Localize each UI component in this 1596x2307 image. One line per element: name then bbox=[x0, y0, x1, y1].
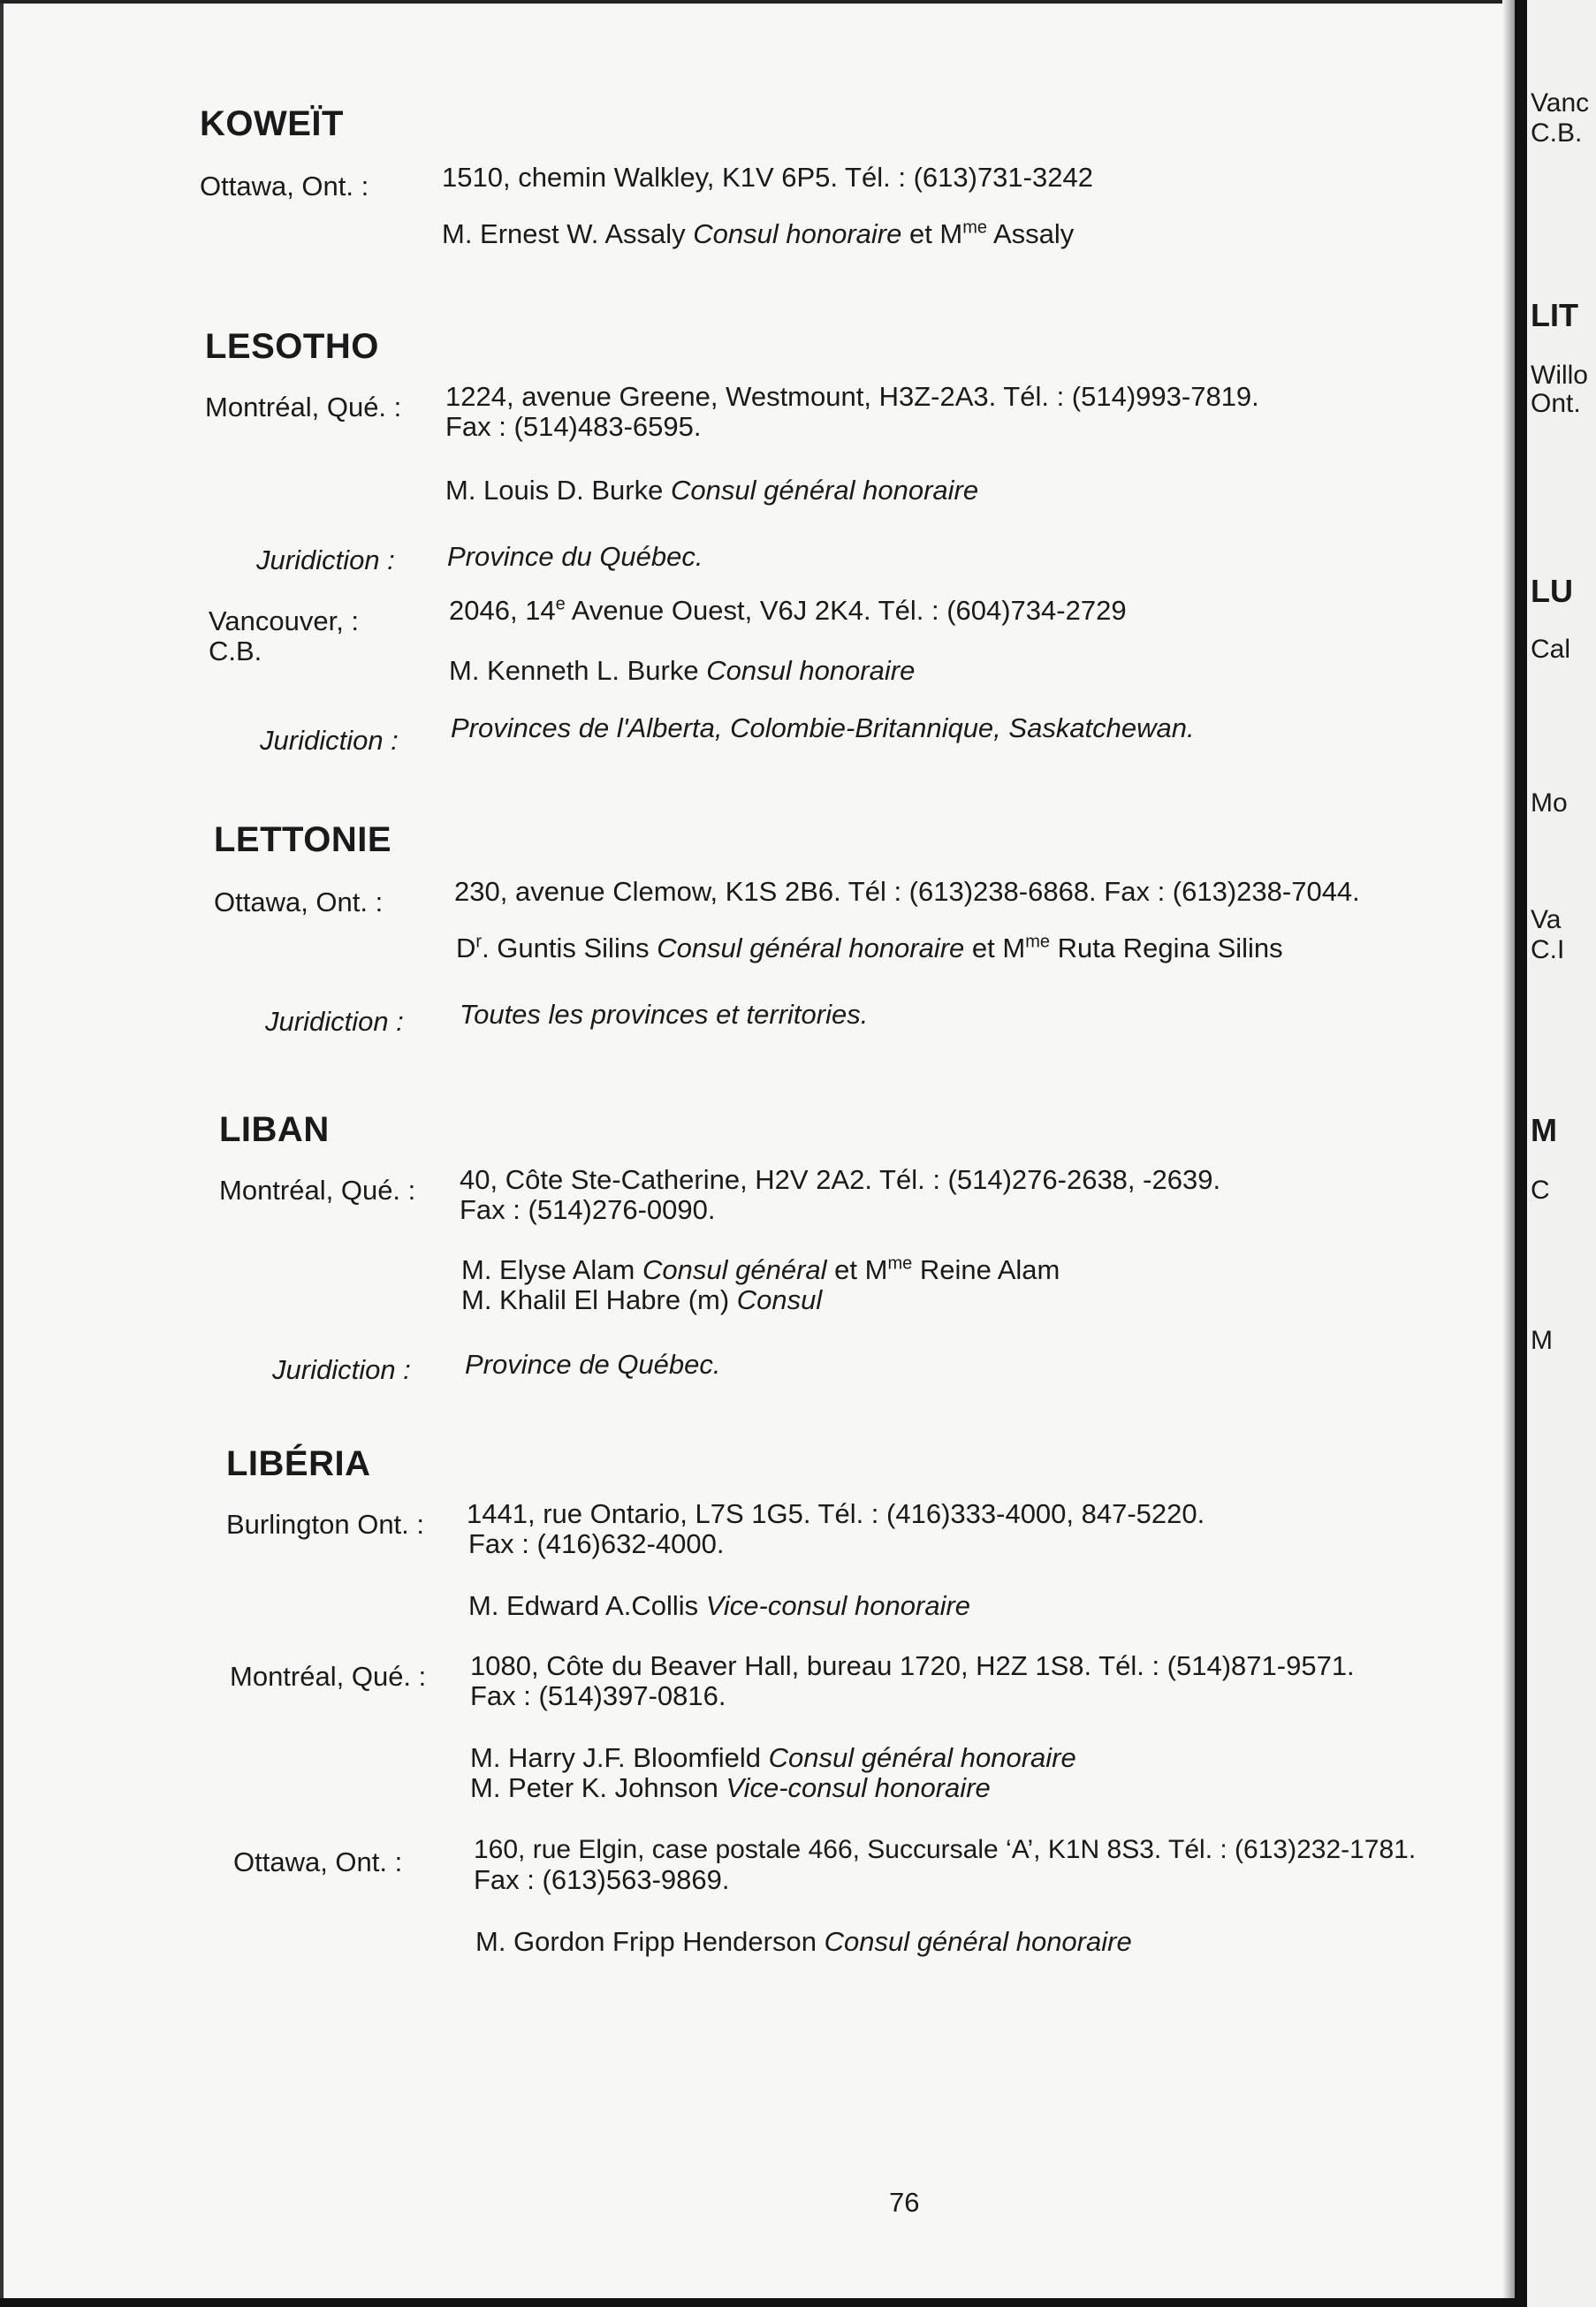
facing-page-fragment: LU bbox=[1531, 573, 1573, 609]
official-line: M. Peter K. Johnson Vice-consul honoraire bbox=[470, 1772, 991, 1803]
scan-edge-left bbox=[0, 0, 4, 2307]
official-line: M. Edward A.Collis Vice-consul honoraire bbox=[468, 1590, 971, 1621]
jurisdiction-label: Juridiction : bbox=[272, 1354, 411, 1385]
city-label: Montréal, Qué. : bbox=[205, 392, 402, 423]
city-label: Montréal, Qué. : bbox=[219, 1175, 416, 1206]
country-heading: LIBAN bbox=[219, 1110, 330, 1149]
page-binding-edge bbox=[1515, 0, 1527, 2307]
facing-page-fragment: Ont. bbox=[1531, 389, 1581, 418]
jurisdiction-value: Province de Québec. bbox=[465, 1349, 721, 1380]
city-label-line2: C.B. bbox=[209, 636, 262, 666]
jurisdiction-label: Juridiction : bbox=[256, 544, 395, 575]
country-heading: LIBÉRIA bbox=[226, 1444, 371, 1483]
jurisdiction-value: Toutes les provinces et territories. bbox=[460, 999, 869, 1030]
facing-page-fragment: Cal bbox=[1531, 635, 1571, 664]
jurisdiction-value: Provinces de l'Alberta, Colombie-Britannique, Saskatchewan. bbox=[451, 712, 1195, 743]
jurisdiction-label: Juridiction : bbox=[260, 725, 399, 756]
country-heading: LETTONIE bbox=[214, 820, 392, 859]
address-line: 160, rue Elgin, case postale 466, Succursale ‘A’, K1N 8S3. Tél. : (613)232-1781. bbox=[474, 1835, 1417, 1864]
address-line: 40, Côte Ste-Catherine, H2V 2A2. Tél. : (514)276-2638, -2639. bbox=[460, 1164, 1221, 1195]
address-line: 230, avenue Clemow, K1S 2B6. Tél : (613)238-6868. Fax : (613)238-7044. bbox=[454, 876, 1360, 907]
address-line: Fax : (416)632-4000. bbox=[468, 1528, 725, 1559]
facing-page-fragment: C.B. bbox=[1531, 118, 1583, 148]
facing-page-fragment: Mo bbox=[1531, 788, 1568, 818]
address-line: 1441, rue Ontario, L7S 1G5. Tél. : (416)333-4000, 847-5220. bbox=[467, 1498, 1205, 1529]
facing-page-fragment: C.I bbox=[1531, 935, 1565, 964]
facing-page-edge bbox=[1527, 0, 1596, 2307]
address-line: 2046, 14e Avenue Ouest, V6J 2K4. Tél. : (604)734-2729 bbox=[449, 594, 1127, 626]
address-line: 1510, chemin Walkley, K1V 6P5. Tél. : (613)731-3242 bbox=[442, 162, 1093, 193]
official-line: M. Louis D. Burke Consul général honoraire bbox=[445, 475, 979, 506]
page-binding-shadow bbox=[1502, 0, 1515, 2307]
address-line: 1224, avenue Greene, Westmount, H3Z-2A3. Tél. : (514)993-7819. bbox=[445, 381, 1259, 412]
city-label: Ottawa, Ont. : bbox=[200, 171, 369, 202]
official-line: M. Kenneth L. Burke Consul honoraire bbox=[449, 655, 916, 686]
official-line: M. Khalil El Habre (m) Consul bbox=[461, 1284, 823, 1315]
city-label: Ottawa, Ont. : bbox=[233, 1846, 403, 1877]
facing-page-fragment: M bbox=[1531, 1112, 1557, 1148]
official-line: $D^r$. Guntis Silins Consul général honoraire et $M^{me}$ Ruta Regina Silins bbox=[456, 932, 1283, 963]
address-line: Fax : (613)563-9869. bbox=[474, 1864, 730, 1895]
official-line: M. Ernest W. Assaly Consul honoraire et $M^{me}$ Assaly bbox=[442, 217, 1075, 249]
facing-page-fragment: Va bbox=[1531, 905, 1562, 934]
address-line: Fax : (514)483-6595. bbox=[445, 411, 702, 442]
address-line: Fax : (514)397-0816. bbox=[470, 1680, 726, 1711]
country-heading: LESOTHO bbox=[205, 327, 379, 366]
city-label: Vancouver, : bbox=[209, 605, 360, 636]
facing-page-fragment: LIT bbox=[1531, 297, 1578, 333]
official-line: M. Harry J.F. Bloomfield Consul général honoraire bbox=[470, 1742, 1076, 1773]
official-line: M. Gordon Fripp Henderson Consul général honoraire bbox=[475, 1926, 1132, 1957]
facing-page-fragment: C bbox=[1531, 1176, 1550, 1205]
facing-page-fragment: M bbox=[1531, 1326, 1553, 1355]
jurisdiction-label: Juridiction : bbox=[265, 1006, 404, 1037]
scan-edge-top bbox=[0, 0, 1527, 4]
facing-page-fragment: Willo bbox=[1531, 361, 1588, 390]
address-line: Fax : (514)276-0090. bbox=[460, 1194, 716, 1225]
jurisdiction-value: Province du Québec. bbox=[447, 541, 703, 572]
city-label: Ottawa, Ont. : bbox=[214, 887, 384, 917]
facing-page-fragment: Vanc bbox=[1531, 88, 1590, 118]
city-label: Montréal, Qué. : bbox=[230, 1661, 427, 1692]
address-line: 1080, Côte du Beaver Hall, bureau 1720, H2Z 1S8. Tél. : (514)871-9571. bbox=[470, 1650, 1355, 1681]
page-number: 76 bbox=[889, 2187, 920, 2218]
official-line: M. Elyse Alam Consul général et $M^{me}$ Reine Alam bbox=[461, 1253, 1060, 1285]
country-heading: KOWEÏT bbox=[200, 104, 344, 143]
scan-edge-bottom bbox=[0, 2298, 1527, 2307]
city-label: Burlington Ont. : bbox=[226, 1509, 425, 1540]
